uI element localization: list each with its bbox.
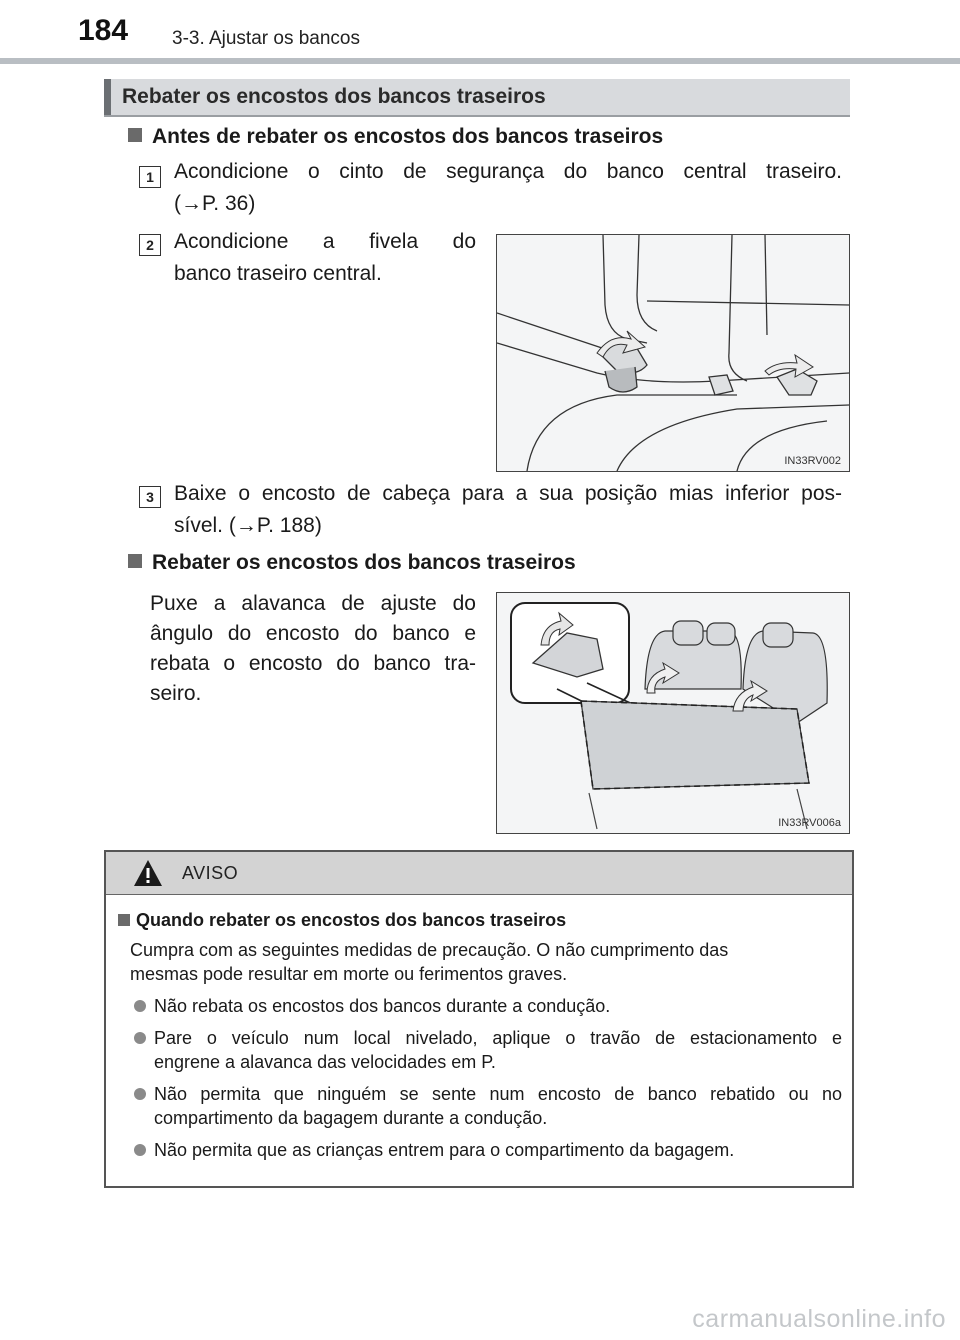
warning-subheading [118, 910, 566, 931]
warning-item-1: Não rebata os encostos dos bancos durante a condução. [154, 996, 611, 1016]
warning-item-3-line-1: Não permita que ninguém se sente num encosto de banco rebatido ou no [154, 1084, 842, 1104]
folding-seat-illustration [497, 593, 849, 833]
step-2-line-1: Acondicione a fivela do [174, 230, 476, 253]
fold-instruction-line-3: rebata o encosto do banco tra- [150, 652, 476, 675]
warning-header [106, 852, 852, 895]
warning-intro-line-1: Cumpra com as seguintes medidas de precaução. O não cumprimento das [130, 940, 729, 960]
figure-code-1: IN33RV002 [784, 455, 841, 467]
warning-triangle-icon [132, 858, 164, 888]
chapter-title: 3-3. Ajustar os bancos [172, 28, 360, 49]
figure-fold-seatback [496, 592, 850, 834]
watermark: carmanualsonline.info [692, 1305, 946, 1333]
step-3-line-2: sível. (→P. 188) [174, 514, 322, 537]
subsection-heading-2 [128, 551, 576, 575]
square-bullet-icon [128, 128, 142, 142]
step-3-line-1: Baixe o encosto de cabeça para a sua posição mias inferior pos- [174, 482, 842, 505]
section-marker [104, 79, 111, 115]
bullet-dot-icon [134, 1032, 146, 1044]
seat-buckle-illustration [497, 235, 849, 471]
fold-instruction-line-2: ângulo do encosto do banco e [150, 622, 476, 645]
header-divider [0, 58, 960, 64]
step-1-line-2: (→P. 36) [174, 192, 256, 215]
warning-intro-line-2: mesmas pode resultar em morte ou ferimentos graves. [130, 964, 568, 984]
square-bullet-icon [128, 554, 142, 568]
bullet-dot-icon [134, 1144, 146, 1156]
fold-instruction-line-1: Puxe a alavanca de ajuste do [150, 592, 476, 615]
step-1-line-1: Acondicione o cinto de segurança do banco central traseiro. [174, 160, 842, 183]
page-header [0, 0, 960, 60]
square-bullet-icon [118, 914, 130, 926]
warning-item-2-line-1: Pare o veículo num local nivelado, aplique o travão de estacionamento e [154, 1028, 842, 1048]
warning-title: AVISO [182, 863, 239, 883]
bullet-dot-icon [134, 1088, 146, 1100]
step-2-line-2: banco traseiro central. [174, 262, 382, 285]
step-number-2: 2 [139, 234, 161, 256]
fold-instruction-line-4: seiro. [150, 682, 202, 705]
subsection-title-2: Rebater os encostos dos bancos traseiros [152, 551, 576, 574]
warning-subheading-text: Quando rebater os encostos dos bancos traseiros [136, 910, 567, 930]
figure-buckle-stowage [496, 234, 850, 472]
bullet-dot-icon [134, 1000, 146, 1012]
subsection-heading-1 [128, 125, 663, 149]
warning-box [104, 850, 854, 1188]
section-title: Rebater os encostos dos bancos traseiros [122, 85, 546, 108]
figure-code-2: IN33RV006a [778, 817, 841, 829]
section-heading [104, 79, 850, 117]
warning-item-3-line-2: compartimento da bagagem durante a condução. [154, 1108, 548, 1128]
warning-item-4: Não permita que as crianças entrem para o compartimento da bagagem. [154, 1140, 735, 1160]
step-number-1: 1 [139, 166, 161, 188]
step-number-3: 3 [139, 486, 161, 508]
page-number: 184 [78, 14, 129, 47]
warning-item-2-line-2: engrene a alavanca das velocidades em P. [154, 1052, 496, 1072]
subsection-title-1: Antes de rebater os encostos dos bancos traseiros [152, 125, 664, 148]
